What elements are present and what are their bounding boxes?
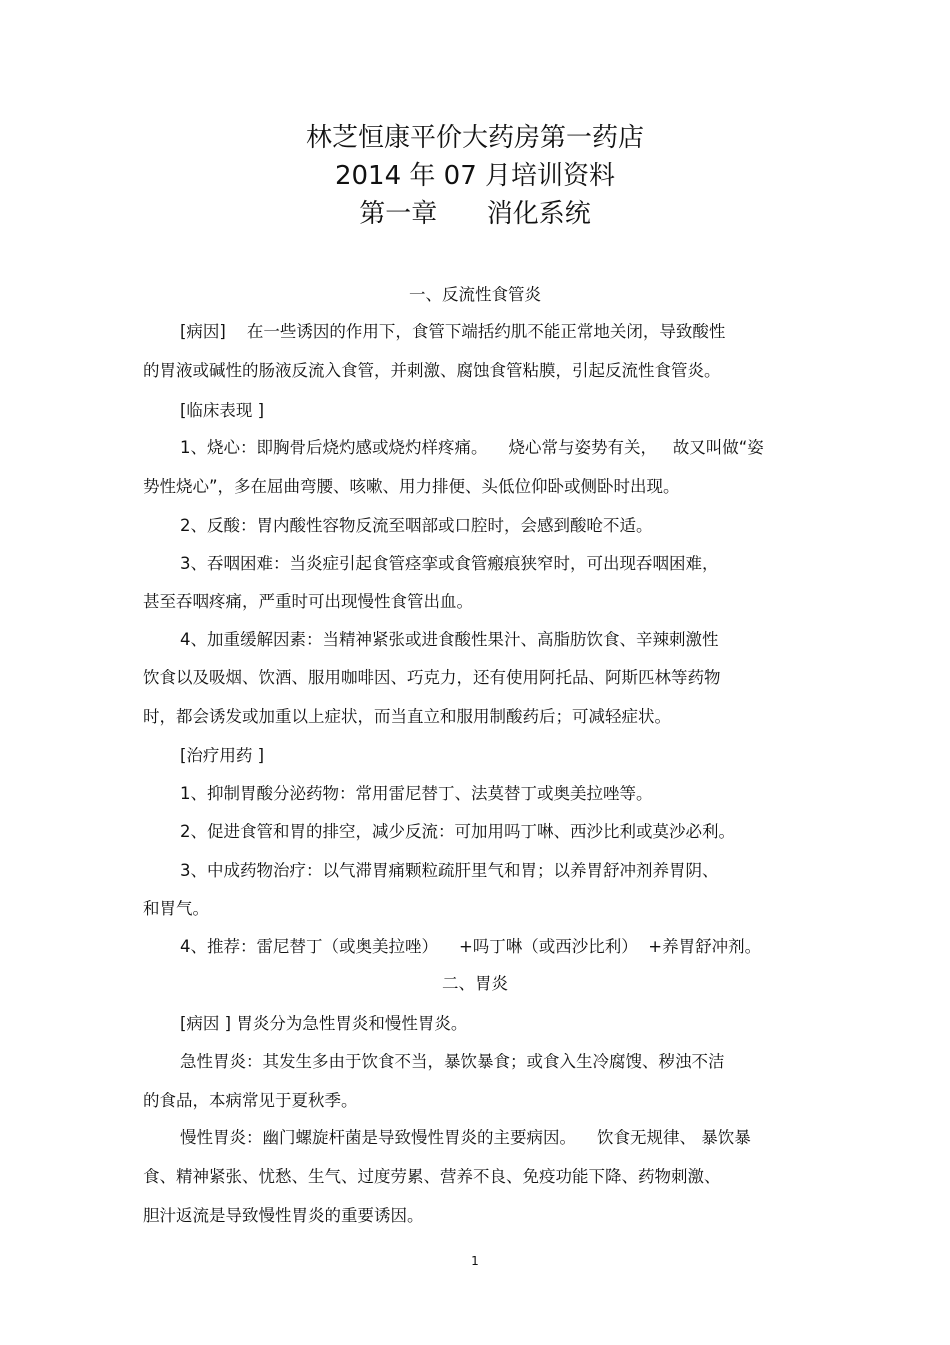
paragraph-line: 食、精神紧张、忧愁、生气、过度劳累、营养不良、免疫功能下降、药物刺激、	[143, 1167, 721, 1186]
paragraph-line: [病因] 在一些诱因的作用下，食管下端括约肌不能正常地关闭，导致酸性	[180, 322, 726, 341]
page-number: 1	[471, 1254, 479, 1268]
chapter-title: 第一章 消化系统	[359, 199, 591, 229]
doc-subtitle: 2014 年 07 月培训资料	[334, 161, 616, 191]
paragraph-line: 4、加重缓解因素：当精神紧张或进食酸性果汁、高脂肪饮食、辛辣刺激性	[180, 630, 719, 649]
paragraph-line: 势性烧心”，多在屈曲弯腰、咳嗽、用力排便、头低位仰卧或侧卧时出现。	[143, 477, 680, 496]
paragraph-line: 1、烧心：即胸骨后烧灼感或烧灼样疼痛。 烧心常与姿势有关， 故又叫做“姿	[180, 438, 764, 457]
section-heading-reflux: 一、反流性食管炎	[409, 285, 541, 304]
paragraph-line: 1、抑制胃酸分泌药物：常用雷尼替丁、法莫替丁或奥美拉唑等。	[180, 784, 653, 803]
paragraph-line: 和胃气。	[143, 899, 209, 918]
paragraph-line: 的胃液或碱性的肠液反流入食管，并刺激、腐蚀食管粘膜，引起反流性食管炎。	[143, 361, 721, 380]
paragraph-line: 2、反酸：胃内酸性容物反流至咽部或口腔时，会感到酸呛不适。	[180, 516, 653, 535]
paragraph-line: 胆汁返流是导致慢性胃炎的重要诱因。	[143, 1206, 424, 1225]
paragraph-line: 3、吞咽困难：当炎症引起食管痉挛或食管瘢痕狭窄时，可出现吞咽困难，	[180, 554, 719, 573]
subheading-treatment: [治疗用药 ]	[180, 746, 265, 765]
doc-title: 林芝恒康平价大药房第一药店	[305, 123, 644, 153]
paragraph-line: 饮食以及吸烟、饮酒、服用咖啡因、巧克力，还有使用阿托品、阿斯匹林等药物	[143, 668, 721, 687]
paragraph-line: 的食品，本病常见于夏秋季。	[143, 1091, 358, 1110]
paragraph-line: 2、促进食管和胃的排空，减少反流：可加用吗丁啉、西沙比利或莫沙必利。	[180, 822, 735, 841]
paragraph-line: 4、推荐：雷尼替丁（或奥美拉唑） +吗丁啉（或西沙比利） +养胃舒冲剂。	[180, 937, 762, 956]
paragraph-line: 3、中成药物治疗：以气滞胃痛颗粒疏肝里气和胃；以养胃舒冲剂养胃阴、	[180, 861, 719, 880]
paragraph-line: [病因 ] 胃炎分为急性胃炎和慢性胃炎。	[180, 1014, 468, 1033]
paragraph-line: 甚至吞咽疼痛，严重时可出现慢性食管出血。	[143, 592, 473, 611]
paragraph-line: 慢性胃炎：幽门螺旋杆菌是导致慢性胃炎的主要病因。 饮食无规律、 暴饮暴	[180, 1128, 751, 1147]
paragraph-line: 时，都会诱发或加重以上症状，而当直立和服用制酸药后；可减轻症状。	[143, 707, 671, 726]
subheading-clinical: [临床表现 ]	[180, 401, 265, 420]
paragraph-line: 急性胃炎：其发生多由于饮食不当，暴饮暴食；或食入生冷腐馊、秽浊不洁	[180, 1052, 725, 1071]
section-heading-gastritis: 二、胃炎	[442, 974, 508, 993]
